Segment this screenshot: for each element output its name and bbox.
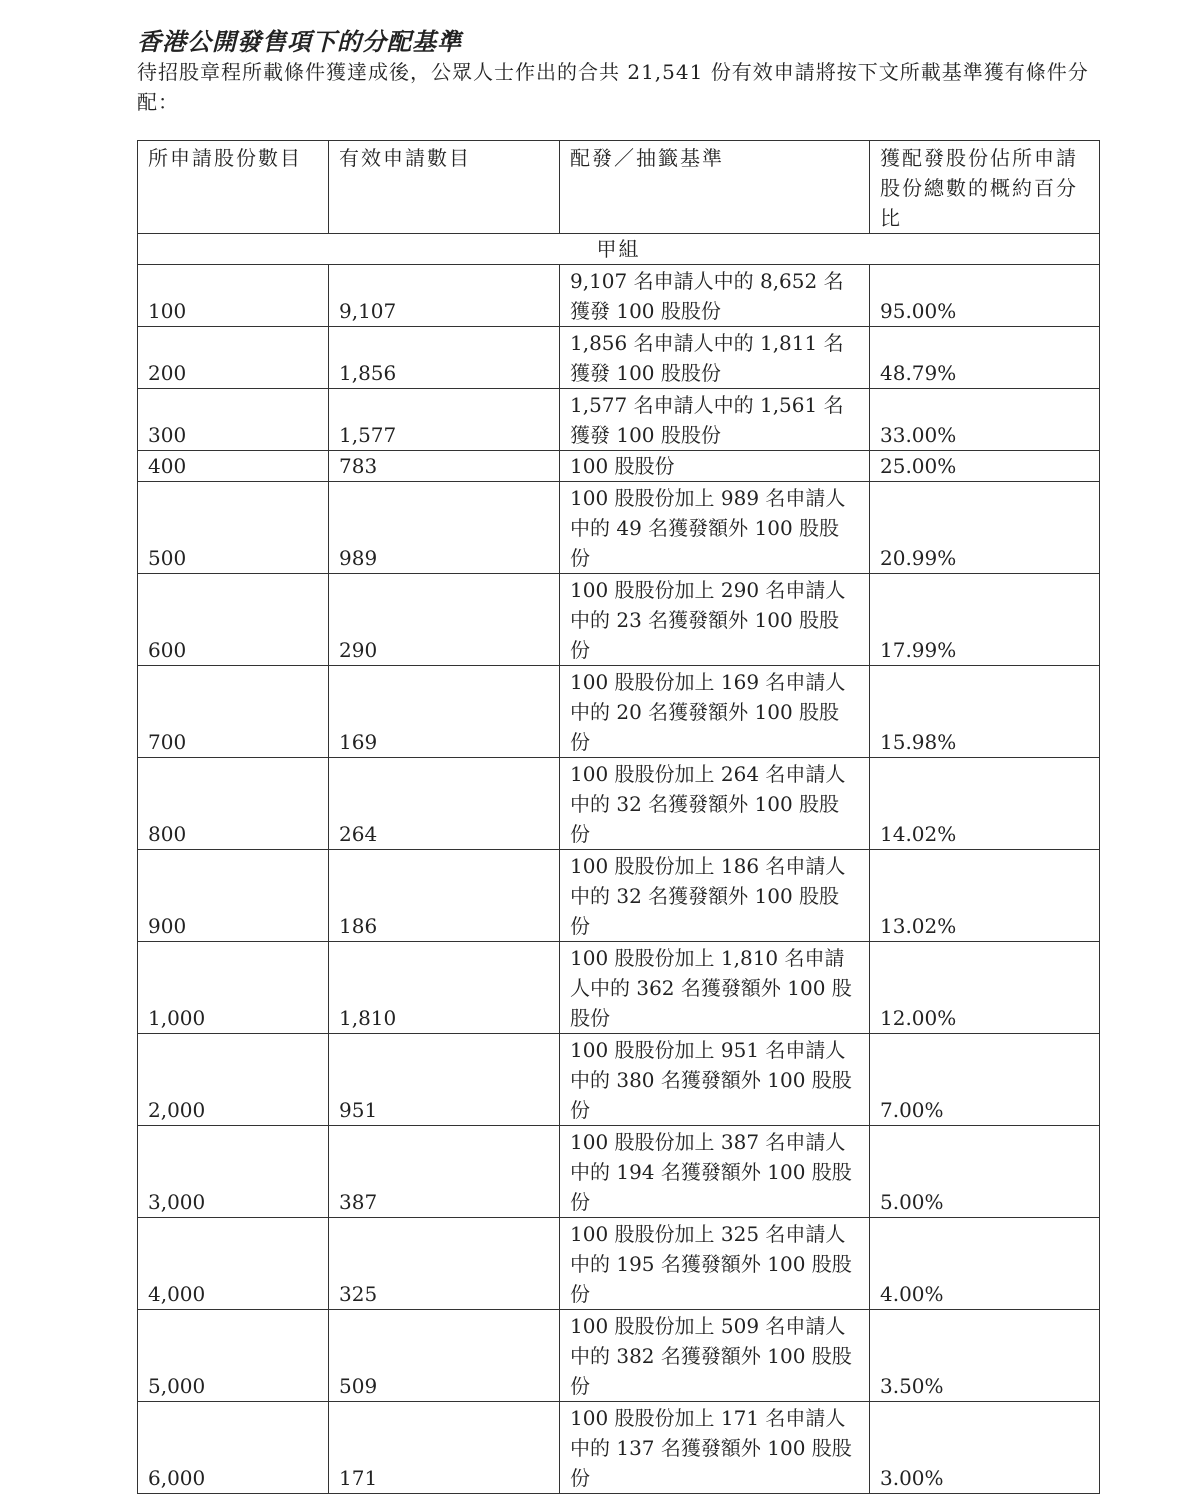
- cell-shares: 900: [138, 850, 329, 942]
- cell-pct: 25.00%: [870, 451, 1100, 482]
- table-row: [138, 1218, 1100, 1310]
- cell-apps: 290: [329, 574, 560, 666]
- cell-apps: 264: [329, 758, 560, 850]
- table-row: [138, 1310, 1100, 1402]
- table-row: [138, 574, 1100, 666]
- cell-apps: 989: [329, 482, 560, 574]
- cell-shares: 5,000: [138, 1310, 329, 1402]
- table-row: [138, 451, 1100, 482]
- cell-apps: 509: [329, 1310, 560, 1402]
- table-row: [138, 327, 1100, 389]
- cell-basis: 100 股股份加上 186 名申請人中的 32 名獲發額外 100 股股份: [560, 850, 870, 942]
- cell-apps: 186: [329, 850, 560, 942]
- cell-shares: 100: [138, 265, 329, 327]
- cell-apps: 325: [329, 1218, 560, 1310]
- page-title: 香港公開發售項下的分配基準: [137, 27, 462, 56]
- cell-apps: 951: [329, 1034, 560, 1126]
- table-row: [138, 758, 1100, 850]
- cell-shares: 1,000: [138, 942, 329, 1034]
- cell-basis: 100 股股份加上 951 名申請人中的 380 名獲發額外 100 股股份: [560, 1034, 870, 1126]
- cell-shares: 500: [138, 482, 329, 574]
- cell-shares: 800: [138, 758, 329, 850]
- cell-shares: 300: [138, 389, 329, 451]
- cell-apps: 1,810: [329, 942, 560, 1034]
- table-row: [138, 850, 1100, 942]
- cell-pct: 20.99%: [870, 482, 1100, 574]
- cell-apps: 1,856: [329, 327, 560, 389]
- cell-basis: 1,577 名申請人中的 1,561 名獲發 100 股股份: [560, 389, 870, 451]
- cell-pct: 3.50%: [870, 1310, 1100, 1402]
- cell-apps: 1,577: [329, 389, 560, 451]
- cell-pct: 33.00%: [870, 389, 1100, 451]
- cell-basis: 100 股股份: [560, 451, 870, 482]
- cell-pct: 7.00%: [870, 1034, 1100, 1126]
- cell-basis: 100 股股份加上 290 名申請人中的 23 名獲發額外 100 股股份: [560, 574, 870, 666]
- cell-shares: 400: [138, 451, 329, 482]
- cell-shares: 700: [138, 666, 329, 758]
- header-shares-applied: 所申請股份數目: [138, 141, 329, 234]
- cell-apps: 9,107: [329, 265, 560, 327]
- cell-pct: 3.00%: [870, 1402, 1100, 1494]
- cell-basis: 9,107 名申請人中的 8,652 名獲發 100 股股份: [560, 265, 870, 327]
- cell-pct: 48.79%: [870, 327, 1100, 389]
- cell-pct: 12.00%: [870, 942, 1100, 1034]
- cell-basis: 100 股股份加上 325 名申請人中的 195 名獲發額外 100 股股份: [560, 1218, 870, 1310]
- intro-paragraph: 待招股章程所載條件獲達成後，公眾人士作出的合共 21,541 份有效申請將按下文所載基準獲有條件分配：: [137, 60, 1089, 114]
- group-label: 甲組: [138, 234, 1100, 265]
- cell-basis: 100 股股份加上 509 名申請人中的 382 名獲發額外 100 股股份: [560, 1310, 870, 1402]
- cell-apps: 387: [329, 1126, 560, 1218]
- cell-pct: 4.00%: [870, 1218, 1100, 1310]
- cell-pct: 5.00%: [870, 1126, 1100, 1218]
- cell-shares: 200: [138, 327, 329, 389]
- cell-shares: 3,000: [138, 1126, 329, 1218]
- cell-pct: 17.99%: [870, 574, 1100, 666]
- cell-basis: 100 股股份加上 171 名申請人中的 137 名獲發額外 100 股股份: [560, 1402, 870, 1494]
- cell-pct: 14.02%: [870, 758, 1100, 850]
- cell-basis: 100 股股份加上 169 名申請人中的 20 名獲發額外 100 股股份: [560, 666, 870, 758]
- cell-pct: 13.02%: [870, 850, 1100, 942]
- table-row: [138, 482, 1100, 574]
- cell-shares: 6,000: [138, 1402, 329, 1494]
- cell-apps: 783: [329, 451, 560, 482]
- header-valid-applications: 有效申請數目: [329, 141, 560, 234]
- cell-basis: 100 股股份加上 989 名申請人中的 49 名獲發額外 100 股股份: [560, 482, 870, 574]
- cell-pct: 95.00%: [870, 265, 1100, 327]
- table-row: [138, 666, 1100, 758]
- cell-basis: 100 股股份加上 387 名申請人中的 194 名獲發額外 100 股股份: [560, 1126, 870, 1218]
- cell-basis: 100 股股份加上 1,810 名申請人中的 362 名獲發額外 100 股股份: [560, 942, 870, 1034]
- cell-shares: 600: [138, 574, 329, 666]
- table-row: [138, 389, 1100, 451]
- table-row: [138, 1126, 1100, 1218]
- table-row: [138, 942, 1100, 1034]
- header-approx-percentage: 獲配發股份佔所申請股份總數的概約百分比: [870, 141, 1100, 234]
- table-row: [138, 1034, 1100, 1126]
- cell-basis: 100 股股份加上 264 名申請人中的 32 名獲發額外 100 股股份: [560, 758, 870, 850]
- header-allocation-basis: 配發／抽籤基準: [560, 141, 870, 234]
- allocation-table: [137, 140, 1100, 1494]
- table-row: [138, 265, 1100, 327]
- cell-apps: 171: [329, 1402, 560, 1494]
- cell-apps: 169: [329, 666, 560, 758]
- table-row: [138, 1402, 1100, 1494]
- cell-shares: 2,000: [138, 1034, 329, 1126]
- cell-basis: 1,856 名申請人中的 1,811 名獲發 100 股股份: [560, 327, 870, 389]
- cell-shares: 4,000: [138, 1218, 329, 1310]
- cell-pct: 15.98%: [870, 666, 1100, 758]
